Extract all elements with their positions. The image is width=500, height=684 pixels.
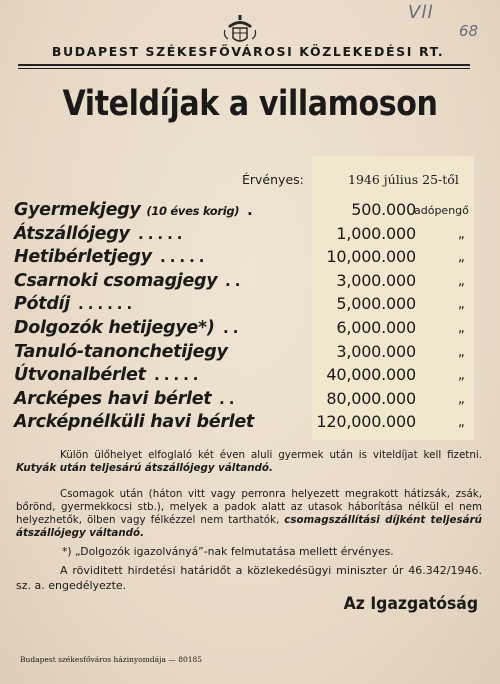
dot-leader: ...... [78, 295, 137, 314]
coat-of-arms-icon [222, 14, 258, 44]
child-seat-note: Külön ülőhelyet elfoglaló két éven aluli gyermek után is viteldíjat kell fizetni. Kutyák után teljesárú átszállójegy váltandó. [16, 449, 482, 474]
fare-amount: 3,000.000 [336, 341, 416, 361]
fare-row [14, 224, 486, 248]
fare-row [14, 200, 486, 224]
fare-amount: 40,000.000 [326, 365, 416, 385]
approval-note: A röviditett hirdetési határidőt a közlekedésügyi miniszter úr 46.342/1946. sz. a. engedélyezte. [16, 564, 482, 592]
ditto-mark: „ [458, 273, 465, 289]
luggage-note: Csomagok után (háton vitt vagy perronra helyezett megrakott hátizsák, zsák, bőrönd, gyermekkocsi stb.), melyek a padok alatt az utasok háborítása nélkül el nem helyezhetők, ölben vagy félkézzel nem tarthatók, csomagszállítási díjként teljesárú átszállójegy váltandó. [16, 488, 482, 539]
fare-amount: 500.000 [351, 200, 416, 219]
page-title: Viteldíjak a villamoson [62, 84, 438, 124]
dog-fare-note: Kutyák után teljesárú átszállójegy váltandó. [16, 462, 273, 474]
handwritten-mark: Vll [408, 2, 434, 23]
printer-imprint: Budapest székesfőváros házinyomdája — 80185 [20, 655, 203, 664]
ditto-mark: „ [458, 368, 465, 384]
header-rule-thin [18, 68, 470, 69]
fare-name: Arcképes havi bérlet [14, 388, 212, 409]
fare-row [14, 365, 486, 389]
currency-unit: adópengő [414, 204, 469, 217]
dot-leader: .. [223, 318, 243, 337]
validity-date: 1946 július 25-től [348, 172, 459, 187]
dot-leader: . [247, 201, 257, 219]
fare-amount: 80,000.000 [326, 388, 416, 408]
fare-name: Csarnoki csomagjegy [14, 270, 218, 291]
fare-amount: 5,000.000 [336, 294, 416, 314]
dot-leader: .. [219, 389, 239, 408]
fare-amount: 6,000.000 [336, 317, 416, 337]
ditto-mark: „ [458, 391, 465, 407]
fare-name: Dolgozók hetijegye*) [14, 317, 215, 338]
fare-row [14, 389, 486, 413]
ditto-mark: „ [458, 250, 465, 266]
fare-table [14, 200, 486, 436]
ditto-mark: „ [458, 297, 465, 313]
fare-name: Pótdíj [14, 294, 70, 315]
fare-name: Útvonalbérlet [14, 365, 146, 386]
fare-amount: 120,000.000 [316, 412, 416, 432]
footnote: *) „Dolgozók igazolványá”-nak felmutatása mellett érvényes. [62, 545, 394, 558]
fare-amount: 1,000.000 [336, 223, 416, 243]
fare-name: Hetibérletjegy [14, 247, 152, 268]
dot-leader: ..... [154, 366, 203, 385]
fare-amount: 10,000.000 [326, 247, 416, 267]
dot-leader: ..... [160, 248, 209, 267]
fare-row [14, 342, 486, 366]
handwritten-number: 68 [459, 22, 479, 40]
company-name: BUDAPEST SZÉKESFŐVÁROSI KÖZLEKEDÉSI RT. [51, 44, 445, 59]
fare-row [14, 294, 486, 318]
fare-note: (10 éves korig) [146, 204, 240, 218]
fare-name: Átszállójegy [14, 223, 130, 244]
dot-leader: ..... [138, 224, 187, 243]
fare-name: Tanuló-tanonchetijegy [14, 341, 228, 362]
ditto-mark: „ [458, 415, 465, 431]
ditto-mark: „ [458, 344, 465, 360]
ditto-mark: „ [458, 226, 465, 242]
validity-label: Érvényes: [242, 172, 304, 187]
fare-row [14, 318, 486, 342]
signature: Az Igazgatóság [343, 594, 478, 614]
fare-row [14, 412, 486, 436]
ditto-mark: „ [458, 320, 465, 336]
dot-leader: .. [225, 271, 245, 290]
fare-amount: 3,000.000 [336, 270, 416, 290]
fare-name: Gyermekjegy (10 éves korig) [14, 200, 240, 220]
header-rule [18, 64, 470, 66]
fare-row [14, 247, 486, 271]
luggage-fare-note: csomagszállítási díjként teljesárú átszállójegy váltandó. [16, 514, 482, 539]
fare-row [14, 271, 486, 295]
fare-name: Arcképnélküli havi bérlet [14, 412, 254, 433]
